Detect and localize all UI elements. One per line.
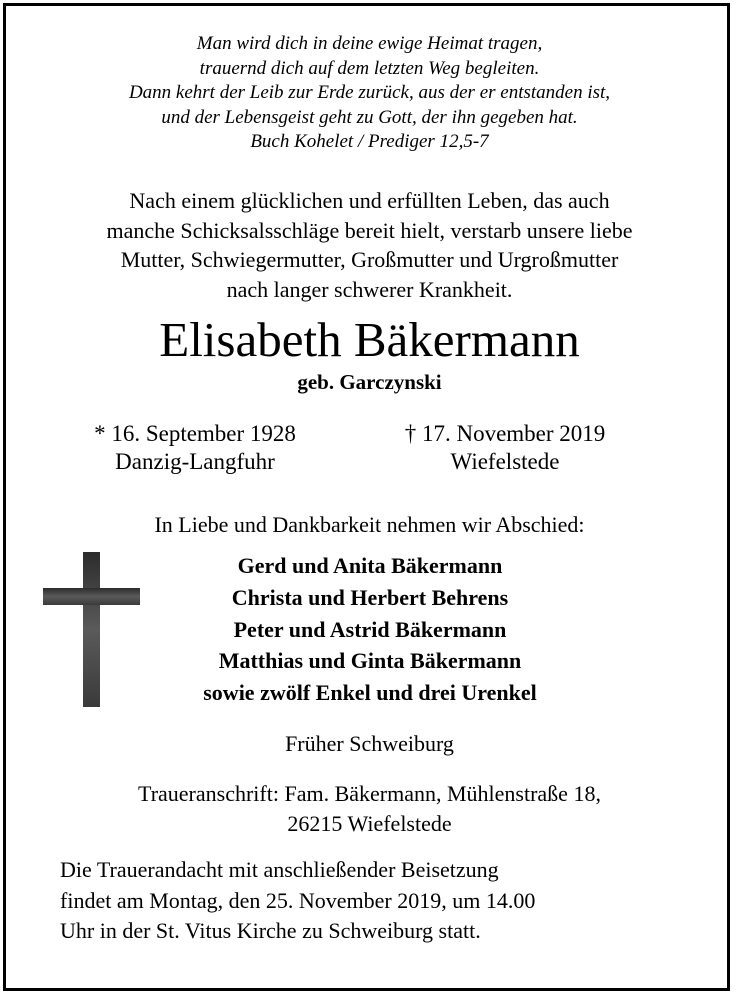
verse-line: trauernd dich auf dem letzten Weg begleiten. bbox=[199, 57, 540, 79]
intro-line: Nach einem glücklichen und erfüllten Leben, das auch bbox=[129, 188, 610, 213]
service-line: Die Trauerandacht mit anschließender Beisetzung bbox=[60, 857, 499, 882]
birth-date: * 16. September 1928 bbox=[94, 421, 296, 446]
mourner-line: Gerd und Anita Bäkermann bbox=[237, 553, 503, 578]
verse-reference: Buch Kohelet / Prediger 12,5-7 bbox=[250, 131, 489, 152]
intro-text bbox=[0, 186, 739, 304]
death-place: Wiefelstede bbox=[450, 449, 560, 474]
death-info bbox=[360, 420, 650, 476]
intro-line: nach langer schwerer Krankheit. bbox=[226, 276, 513, 302]
verse-line: und der Lebensgeist geht zu Gott, der ihn gegeben hat. bbox=[161, 106, 578, 128]
service-line: findet am Montag, den 25. November 2019, um 14.00 bbox=[60, 887, 536, 913]
cross-icon bbox=[43, 552, 140, 707]
bible-verse bbox=[0, 32, 739, 155]
mourners-list bbox=[140, 550, 600, 709]
service-line: Uhr in der St. Vitus Kirche zu Schweiburg statt. bbox=[60, 918, 481, 943]
service-info bbox=[60, 855, 700, 947]
birth-place: Danzig-Langfuhr bbox=[115, 449, 275, 474]
mourner-line: Peter und Astrid Bäkermann bbox=[233, 616, 507, 642]
birth-info bbox=[50, 420, 340, 476]
mourner-line: sowie zwölf Enkel und drei Urenkel bbox=[203, 680, 537, 706]
intro-line: manche Schicksalsschläge bereit hielt, verstarb unsere liebe bbox=[106, 217, 633, 243]
mourning-address bbox=[0, 779, 739, 839]
deceased-name: Elisabeth Bäkermann bbox=[159, 312, 580, 367]
birth-name: geb. Garczynski bbox=[297, 370, 442, 394]
mourner-line: Matthias und Ginta Bäkermann bbox=[218, 648, 522, 674]
death-date: † 17. November 2019 bbox=[404, 421, 606, 446]
verse-line: Man wird dich in deine ewige Heimat tragen, bbox=[196, 33, 543, 54]
intro-line: Mutter, Schwiegermutter, Großmutter und Urgroßmutter bbox=[120, 247, 619, 272]
verse-line: Dann kehrt der Leib zur Erde zurück, aus der er entstanden ist, bbox=[128, 82, 611, 103]
address-line: Traueranschrift: Fam. Bäkermann, Mühlenstraße 18, bbox=[138, 781, 601, 806]
formerly-line: Früher Schweiburg bbox=[285, 731, 454, 756]
address-line: 26215 Wiefelstede bbox=[287, 811, 452, 836]
farewell-line: In Liebe und Dankbarkeit nehmen wir Abschied: bbox=[154, 512, 585, 537]
mourner-line: Christa und Herbert Behrens bbox=[231, 584, 509, 610]
